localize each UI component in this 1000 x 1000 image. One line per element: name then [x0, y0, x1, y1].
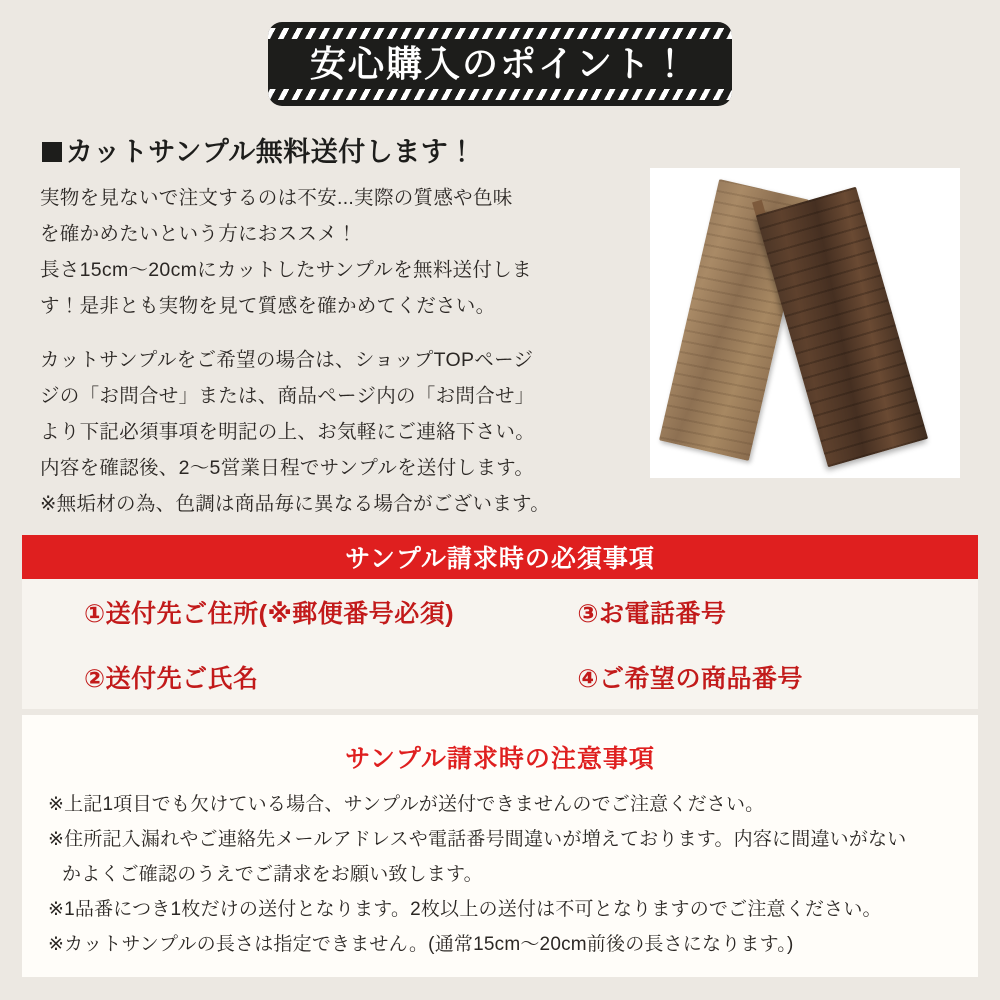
description-line: 長さ15cm〜20cmにカットしたサンプルを無料送付しま	[40, 259, 532, 281]
banner-body	[268, 22, 732, 106]
description-line: す！是非とも実物を見て質感を確かめてください。	[40, 295, 496, 317]
required-items-bar-title: サンプル請求時の必須事項	[345, 545, 655, 573]
description-line: ジの「お問合せ」または、商品ページ内の「お問合せ」	[40, 385, 535, 407]
description-line: ※無垢材の為、色調は商品毎に異なる場合がございます。	[40, 493, 551, 515]
square-bullet-icon	[42, 142, 62, 162]
description-line: を確かめたいという方におススメ！	[40, 223, 357, 245]
free-sample-description	[40, 180, 620, 522]
free-sample-heading-text: カットサンプル無料送付します！	[66, 137, 476, 167]
banner-stripe-bottom-decor	[268, 89, 732, 100]
note-line: ※1品番につき1枚だけの送付となります。2枚以上の送付は不可となりますのでご注意ください。	[48, 899, 882, 920]
description-line: 内容を確認後、2〜5営業日程でサンプルを送付します。	[40, 457, 535, 479]
note-line: ※住所記入漏れやご連絡先メールアドレスや電話番号間違いが増えております。内容に間違いがない	[48, 829, 907, 850]
note-line: ※上記1項目でも欠けている場合、サンプルが送付できませんのでご注意ください。	[48, 794, 765, 815]
required-item-4: ④ご希望の商品番号	[577, 664, 804, 693]
banner-stripe-top-decor	[268, 28, 732, 39]
wood-sample-photo	[650, 168, 960, 478]
note-line: かよくご確認のうえでご請求をお願い致します。	[62, 864, 483, 885]
free-sample-heading	[42, 130, 476, 169]
banner-title: 安心購入のポイント！	[309, 43, 690, 84]
required-items-grid	[22, 579, 978, 709]
required-items-bar	[22, 535, 978, 579]
required-item-2: ②送付先ご氏名	[84, 664, 259, 693]
required-items-panel	[22, 579, 978, 709]
description-line: より下記必須事項を明記の上、お気軽にご連絡下さい。	[40, 421, 536, 443]
wood-plank-dark	[756, 187, 928, 468]
notes-panel	[22, 715, 978, 977]
required-item-3: ③お電話番号	[577, 599, 727, 628]
notes-title: サンプル請求時の注意事項	[345, 745, 655, 773]
header-banner	[268, 22, 732, 106]
required-item-1: ①送付先ご住所(※郵便番号必須)	[84, 599, 455, 628]
notes-list	[48, 787, 958, 962]
description-line: カットサンプルをご希望の場合は、ショップTOPページ	[40, 349, 534, 371]
note-line: ※カットサンプルの長さは指定できません。(通常15cm〜20cm前後の長さになります。)	[48, 934, 794, 955]
description-line: 実物を見ないで注文するのは不安...実際の質感や色味	[40, 187, 513, 209]
